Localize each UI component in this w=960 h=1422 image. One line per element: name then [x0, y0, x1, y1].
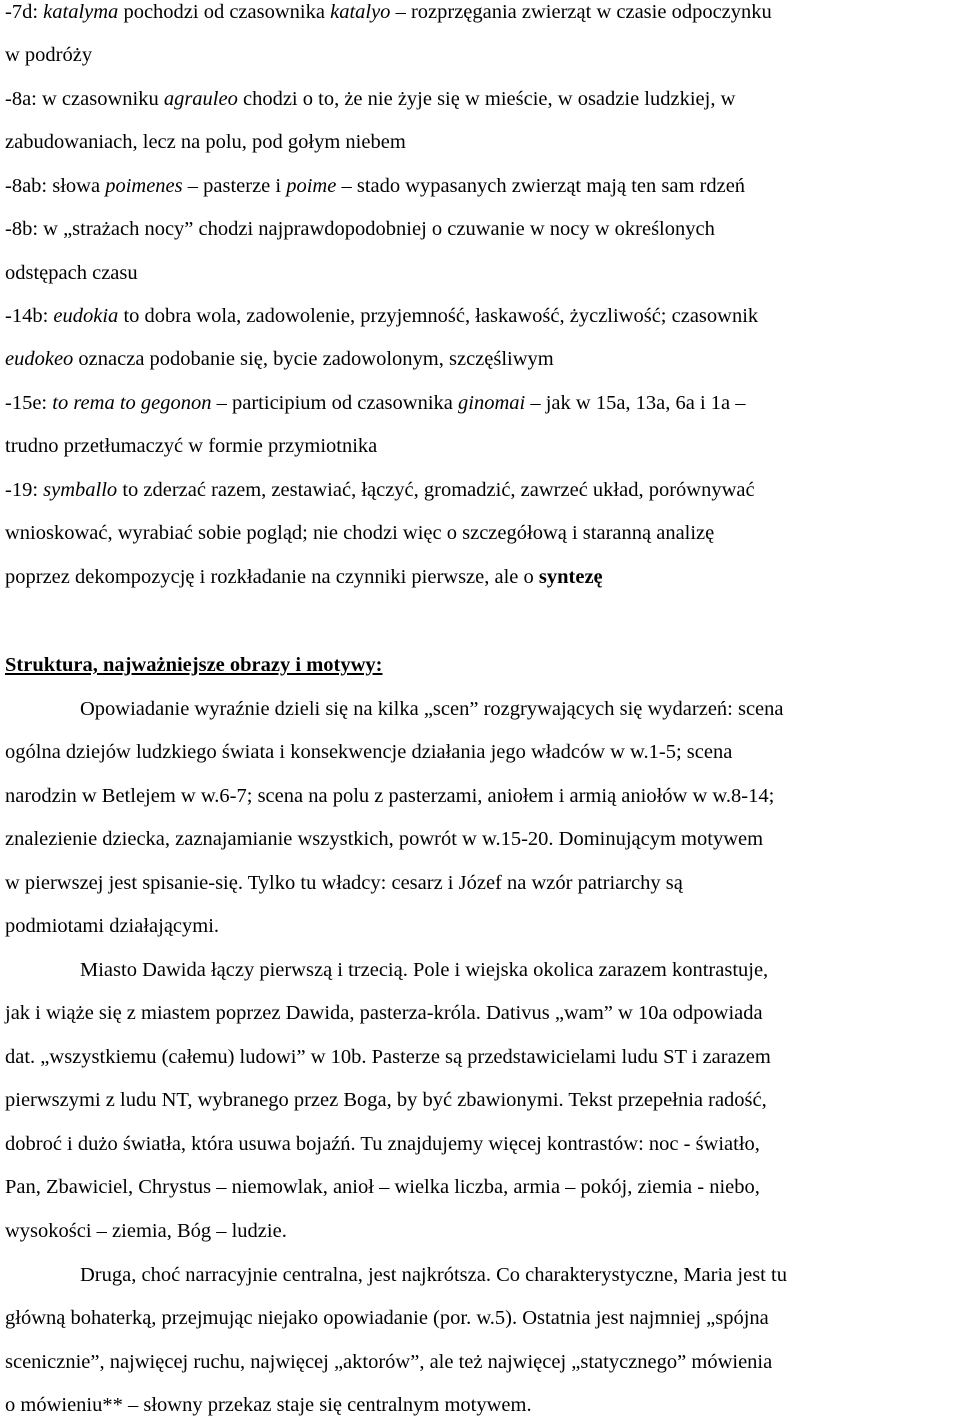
- text-segment: chodzi o to, że nie żyje się w mieście, w osadzie ludzkiej, w: [237, 88, 736, 110]
- text-segment: pochodzi od czasownika: [118, 1, 331, 23]
- paragraph-line: w pierwszej jest spisanie-się. Tylko tu władcy: cesarz i Józef na wzór patriarchy są: [5, 872, 683, 894]
- text-segment: -8b: w „strażach nocy” chodzi najprawdopodobniej o czuwanie w nocy w określonych: [5, 218, 715, 240]
- bold-term: syntezę: [538, 566, 603, 588]
- italic-term: katalyo: [330, 1, 391, 23]
- paragraph-line: ogólna dziejów ludzkiego świata i konsekwencje działania jego władców w w.1-5; scena: [5, 741, 733, 763]
- note-line: [5, 0, 772, 24]
- paragraph-line: Druga, choć narracyjnie centralna, jest najkrótsza. Co charakterystyczne, Maria jest tu: [80, 1264, 787, 1286]
- italic-term: poimenes: [105, 175, 183, 197]
- paragraph-line: znalezienie dziecka, zaznajamianie wszystkich, powrót w w.15-20. Dominującym motywem: [5, 828, 764, 850]
- text-segment: wnioskować, wyrabiać sobie pogląd; nie chodzi więc o szczegółową i staranną analizę: [5, 522, 715, 544]
- text-segment: -8ab: słowa: [5, 175, 106, 197]
- text-segment: – stado wypasanych zwierząt mają ten sam rdzeń: [336, 175, 746, 197]
- italic-term: poime: [286, 175, 337, 197]
- text-segment: to zderzać razem, zestawiać, łączyć, gromadzić, zawrzeć układ, porównywać: [117, 479, 755, 501]
- paragraph-line: narodzin w Betlejem w w.6-7; scena na polu z pasterzami, aniołem i armią aniołów w w.8-14;: [5, 785, 775, 807]
- note-line: [5, 261, 138, 285]
- text-segment: – pasterze i: [182, 175, 287, 197]
- text-segment: to dobra wola, zadowolenie, przyjemność, łaskawość, życzliwość; czasownik: [118, 305, 759, 327]
- text-segment: -14b:: [5, 305, 54, 327]
- text-segment: – participium od czasownika: [211, 392, 459, 414]
- note-line: [5, 434, 377, 458]
- paragraph-line: pierwszymi z ludu NT, wybranego przez Boga, by być zbawionymi. Tekst przepełnia radość,: [5, 1089, 767, 1111]
- text-segment: -8a: w czasowniku: [5, 88, 164, 110]
- paragraph-line: Opowiadanie wyraźnie dzieli się na kilka „scen” rozgrywających się wydarzeń: scena: [80, 698, 784, 720]
- section-heading: Struktura, najważniejsze obrazy i motywy:: [5, 654, 383, 676]
- note-line: [5, 347, 554, 371]
- note-line: [5, 478, 755, 502]
- italic-term: ginomai: [458, 392, 526, 414]
- paragraph-line: jak i wiąże się z miastem poprzez Dawida, pasterza-króla. Dativus „wam” w 10a odpowiada: [5, 1002, 763, 1024]
- paragraph-line: o mówieniu** – słowny przekaz staje się centralnym motywem.: [5, 1394, 532, 1416]
- italic-term: katalyma: [43, 1, 119, 23]
- text-segment: – jak w 15a, 13a, 6a i 1a –: [525, 392, 746, 414]
- note-line: [5, 304, 758, 328]
- text-segment: trudno przetłumaczyć w formie przymiotnika: [5, 435, 378, 457]
- italic-term: symballo: [43, 479, 118, 501]
- note-line: [5, 391, 746, 415]
- text-segment: -7d:: [5, 1, 44, 23]
- text-segment: poprzez dekompozycję i rozkładanie na czynniki pierwsze, ale o: [5, 566, 539, 588]
- text-segment: -15e:: [5, 392, 53, 414]
- text-segment: odstępach czasu: [5, 262, 138, 284]
- note-line: [5, 43, 92, 67]
- text-segment: – rozprzęgania zwierząt w czasie odpoczynku: [390, 1, 772, 23]
- paragraph-line: wysokości – ziemia, Bóg – ludzie.: [5, 1220, 287, 1242]
- italic-term: eudokeo: [5, 348, 74, 370]
- text-segment: -19:: [5, 479, 44, 501]
- text-segment: oznacza podobanie się, bycie zadowolonym, szczęśliwym: [73, 348, 554, 370]
- note-line: [5, 130, 406, 154]
- paragraph-line: scenicznie”, najwięcej ruchu, najwięcej „aktorów”, ale też najwięcej „statycznego” mówienia: [5, 1351, 773, 1373]
- italic-term: eudokia: [53, 305, 119, 327]
- paragraph-line: dobroć i dużo światła, która usuwa bojaźń. Tu znajdujemy więcej kontrastów: noc - światło,: [5, 1133, 760, 1155]
- note-line: [5, 521, 714, 545]
- paragraph-line: Pan, Zbawiciel, Chrystus – niemowlak, anioł – wielka liczba, armia – pokój, ziemia - niebo,: [5, 1176, 760, 1198]
- paragraph-line: dat. „wszystkiemu (całemu) ludowi” w 10b. Pasterze są przedstawicielami ludu ST i zarazem: [5, 1046, 771, 1068]
- paragraph-line: Miasto Dawida łączy pierwszą i trzecią. Pole i wiejska okolica zarazem kontrastuje,: [80, 959, 769, 981]
- paragraph-line: podmiotami działającymi.: [5, 915, 220, 937]
- paragraph-line: główną bohaterką, przejmując niejako opowiadanie (por. w.5). Ostatnia jest najmniej „spójna: [5, 1307, 769, 1329]
- note-line: [5, 87, 735, 111]
- note-line: [5, 217, 715, 241]
- text-segment: w podróży: [5, 44, 93, 66]
- note-line: [5, 174, 745, 198]
- note-line: [5, 565, 603, 589]
- text-segment: zabudowaniach, lecz na polu, pod gołym niebem: [5, 131, 406, 153]
- italic-term: to rema to gegonon: [52, 392, 212, 414]
- italic-term: agrauleo: [163, 88, 238, 110]
